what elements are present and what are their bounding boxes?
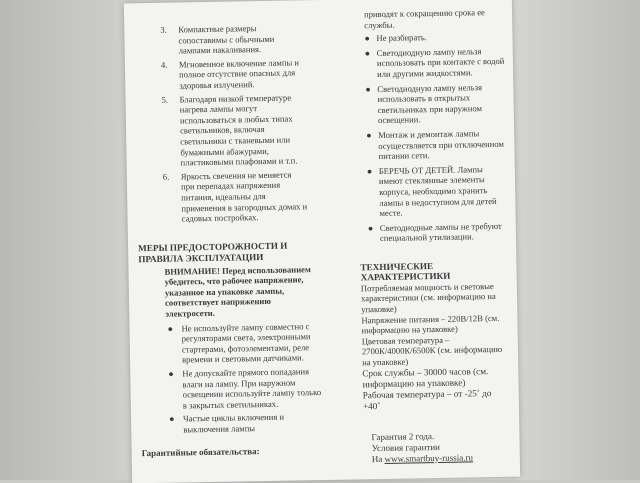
feature-text: Яркость свечения не меняется при перепадах напряжения питания, идеальны для применения в загородных домах и садовых постройках. — [180, 169, 308, 224]
feature-item — [161, 57, 336, 92]
tech-line: Напряжение питания – 220В/12В (см. информацию на упаковке) — [361, 312, 500, 336]
bullet-icon: ● — [364, 47, 371, 59]
bullet-icon: ● — [167, 323, 174, 334]
feature-text: Компактные размеры сопоставимы с обычными лампами накаливания. — [178, 23, 275, 56]
instruction-leaflet — [124, 0, 520, 483]
warning-label: ВНИМАНИЕ! — [164, 265, 220, 277]
list-item-text: Монтаж и демонтаж лампы осуществляется при отключенном питании сети. — [378, 128, 504, 162]
precautions-title: МЕРЫ ПРЕДОСТОРОЖНОСТИ И ПРАВИЛА ЭКСПЛУАТАЦИИ — [138, 240, 288, 264]
list-item-text: БЕРЕЧЬ ОТ ДЕТЕЙ. Лампы имеют стеклянные элементы корпуса, необходимо хранить лампы в недоступном для детей месте. — [378, 163, 497, 219]
warning-block — [138, 263, 339, 319]
feature-item — [163, 168, 338, 224]
warning-text: Перед использованием убедитесь, что рабочее напряжение, указанное на упаковке лампы, соответствует напряжению электросети. — [164, 263, 311, 319]
feature-item — [161, 91, 336, 168]
feature-item — [160, 22, 335, 57]
bullet-icon: ● — [366, 130, 372, 141]
left-column — [134, 0, 342, 458]
right-column — [346, 0, 512, 465]
continuation-text: приводят к сокращению срока ее службы. — [363, 7, 485, 30]
warranty-site-line — [372, 451, 512, 464]
warranty-prefix: На — [371, 453, 383, 464]
list-item-text: Светодиодную лампу нельзя использовать в открытых светильниках при наружном освещении. — [377, 81, 483, 126]
feature-number: 6. — [162, 171, 170, 182]
safety-list — [364, 31, 508, 244]
list-item — [365, 46, 506, 80]
list-item-text: Светодиодную лампу нельзя использовать при контакте с водой или другими жидкостями. — [376, 45, 505, 79]
warranty-period: Гарантия 2 года. — [371, 430, 435, 442]
list-item — [368, 220, 508, 244]
feature-number: 5. — [161, 94, 169, 105]
list-item — [169, 411, 341, 435]
feature-number: 3. — [160, 24, 167, 35]
list-item-text: Не разбирать. — [376, 32, 427, 44]
warranty-site-link[interactable]: www.smartbuy-russia.ru — [384, 452, 474, 464]
bullet-icon: ● — [367, 222, 374, 233]
list-item — [168, 366, 341, 411]
list-item-text: Частые циклы включения и выключения лампы — [183, 412, 285, 435]
list-item — [367, 163, 508, 218]
bullet-icon: ● — [168, 368, 174, 379]
list-item — [365, 81, 506, 126]
list-item — [364, 31, 504, 44]
guarantee-title: Гарантийные обязательства: — [141, 445, 260, 458]
bullet-icon: ● — [364, 33, 371, 44]
list-item-text: Светодиодные лампы не требуют специальной утилизации. — [379, 220, 502, 244]
tech-line: Цветовая температура – 2700К/4000К/6500К (см. информацию на упаковке) — [361, 334, 503, 368]
features-list — [134, 22, 337, 225]
right-top-block — [346, 7, 508, 245]
bullet-icon: ● — [365, 83, 371, 94]
tech-line: Потребляемая мощность и световые характеристики (см. информацию на упаковке) — [360, 280, 496, 315]
tech-specs-title: ТЕХНИЧЕСКИЕ ХАРАКТЕРИСТИКИ — [360, 260, 451, 283]
tech-line: Срок службы – 30000 часов (см. информацию на упаковке) — [362, 365, 489, 389]
list-item-text: Не допускайте прямого попадания влаги на лампу. При наружном освещении используйте лампу только в закрытых светильниках. — [182, 366, 322, 411]
list-item-text: Не используйте лампу совместно с регуляторами света, электронными стартерами, фотоэлементами, реле времени и световыми датчиками. — [181, 320, 311, 365]
list-item — [167, 320, 340, 365]
feature-text: Благодаря низкой температуре нагрева лампы могут использоваться в любых типах светильников, включая светильники с тканевыми или бумажными абажурами, пластиковыми плафонами и т.п. — [179, 92, 298, 168]
warranty-conditions: Условия гарантии — [371, 441, 441, 453]
bullet-icon: ● — [169, 414, 175, 425]
list-item — [366, 128, 507, 162]
precautions-list — [139, 320, 341, 435]
warranty-block — [353, 429, 512, 465]
tech-line: Рабочая температура – от -25˚ до +40˚ — [362, 387, 492, 411]
feature-number: 4. — [160, 59, 168, 70]
bullet-icon: ● — [366, 165, 373, 176]
tech-specs — [351, 281, 511, 412]
feature-text: Мгновенное включение лампы и полное отсутствие опасных для здоровья излучений. — [178, 57, 300, 91]
